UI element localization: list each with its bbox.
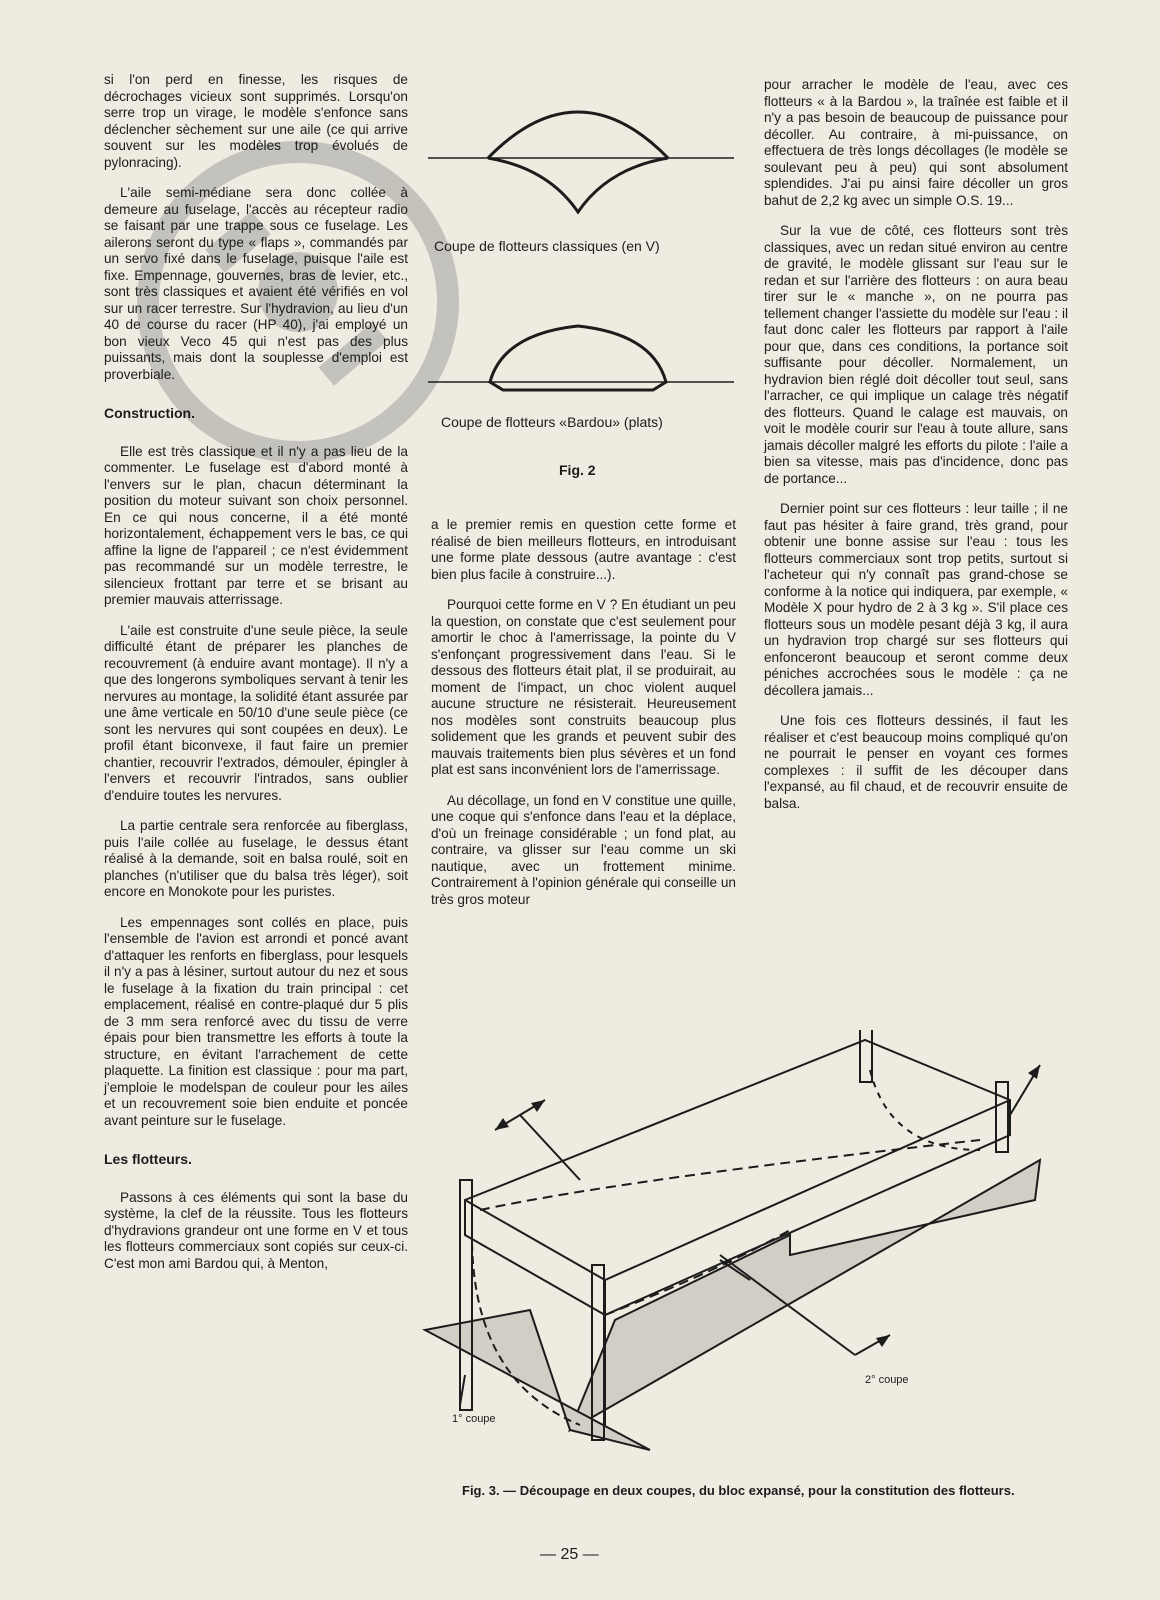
paragraph: Dernier point sur ces flotteurs : leur taille ; il ne faut pas hésiter à faire grand, très grand, pour obtenir une bonne assise sur l'eau : tous les flotteurs commerciaux sont trop petits, surtout si l'acheteur qui n'y connaît pas grand-chose se conforme à la notice qui indiquera, par exemple, « Modèle X pour hydro de 2 à 3 kg ». S'il place ces flotteurs sous un modèle pesant déjà 3 kg, il aura un hydravion trop chargé sur ses flotteurs qui enfonceront beaucoup et seront comme deux péniches accrochées sous le modèle : ça ne décollera jamais... <box>764 501 1068 698</box>
page-number: — 25 — <box>540 1546 599 1563</box>
fig2-caption-classic: Coupe de flotteurs classiques (en V) <box>434 238 660 254</box>
paragraph: Les empennages sont collés en place, puis l'ensemble de l'avion est arrondi et poncé avant d'attaquer les renforts en fiberglass, pour lesquels il n'y a pas à lésiner, surtout autour du nez et sous le fuselage à la fixation du train principal : cet emplacement, réalisé en contre-plaqué dur 5 plis de 3 mm sera renforcé avec du tissu de verre épais pour bien transmettre les efforts à toute la structure, en évitant l'arrachement de cette plaquette. La finition est classique : pour ma part, j'emploie le modelspan de couleur pour les ailes et un recouvrement soie bien enduite et poncée avant peinture sur le fuselage. <box>104 914 408 1128</box>
paragraph: L'aile est construite d'une seule pièce, la seule difficulté étant de préparer les planches de recouvrement (à enduire avant montage). Il n'y a que des longerons symboliques servant à tenir les nervures au montage, la solidité étant assurée par une âme verticale en 50/10 d'une seule pièce (ce sont les nervures qui sont coupées en deux). Le profil étant biconvexe, il faut faire un premier chantier, recouvrir l'extrados, démouler, épingler à l'envers et recouvrir l'intrados, sans oublier d'enduire toutes les nervures. <box>104 622 408 803</box>
paragraph: La partie centrale sera renforcée au fiberglass, puis l'aile collée au fuselage, le dessus étant réalisé à la demande, soit en balsa roulé, soit en planches (n'utiliser que du balsa très léger), soit encore en Monokote pour les puristes. <box>104 818 408 899</box>
paragraph: a le premier remis en question cette forme et réalisé de bien meilleurs flotteurs, en introduisant une forme plate dessous (autre avantage : c'est bien plus facile à construire...). <box>431 517 736 582</box>
fig3-caption: Fig. 3. — Découpage en deux coupes, du bloc expansé, pour la constitution des flotteurs. <box>462 1483 1015 1498</box>
paragraph: Une fois ces flotteurs dessinés, il faut les réaliser et c'est beaucoup moins compliqué qu'on ne pourrait le penser en voyant ces formes complexes : il suffit de les découper dans l'expansé, au fil chaud, et de recouvrir ensuite de balsa. <box>764 713 1068 811</box>
section-heading-flotteurs: Les flotteurs. <box>104 1151 192 1167</box>
text-column-3 <box>764 77 1068 826</box>
paragraph: Elle est très classique et il n'y a pas lieu de la commenter. Le fuselage est d'abord monté à l'envers sur le plan, chacun déterminant la position du moteur suivant son choix personnel. En ce qui nous concerne, il a été monté horizontalement, échappement vers le bas, ce qui affine la ligne de l'appareil ; ce n'est évidemment pas recommandé sur un modèle terrestre, le silencieux frottant par terre et se brisant au premier mauvais atterrissage. <box>104 443 408 607</box>
text-column-2 <box>431 517 736 922</box>
fig3-label-cut2: 2° coupe <box>865 1374 909 1386</box>
fig2-classic-float-section <box>428 96 738 221</box>
paragraph: L'aile semi-médiane sera donc collée à demeure au fuselage, l'accès au récepteur radio se faisant par une trappe sous ce fuselage. Les ailerons seront du type « flaps », commandés par un servo fixé dans le fuselage, puisque l'aile est fixe. Empennage, gouvernes, bras de levier, etc., sont très classiques et avaient été vérifiés en vol sur un racer terrestre. Sur l'hydravion, au lieu d'un 40 de course du racer (HP 40), j'ai employé un bon vieux Veco 45 qui n'est pas des plus puissants, mais dont la souplesse d'emploi est proverbiale. <box>104 185 408 382</box>
section-heading-construction: Construction. <box>104 405 195 421</box>
paragraph: pour arracher le modèle de l'eau, avec ces flotteurs « à la Bardou », la traînée est faible et il n'y a pas besoin de beaucoup de puissance pour décoller. Au contraire, à mi-puissance, on effectuera de très longs décollages (le modèle se soulevant peu à peu) qui sont absolument splendides. J'ai pu ainsi faire décoller un gros bahut de 2,2 kg avec un simple O.S. 19... <box>764 77 1068 208</box>
fig3-foam-block-drawing <box>420 1030 1070 1470</box>
fig3-label-cut1: 1° coupe <box>452 1413 496 1425</box>
fig2-bardou-float-section <box>428 316 738 396</box>
paragraph: Passons à ces éléments qui sont la base du système, la clef de la réussite. Tous les flotteurs d'hydravions grandeur ont une forme en V et tous les flotteurs commerciaux sont copiés sur ceux-ci. C'est mon ami Bardou qui, à Menton, <box>104 1189 408 1271</box>
paragraph: Sur la vue de côté, ces flotteurs sont très classiques, avec un redan situé environ au centre de gravité, le modèle glissant sur l'eau sur le redan et sur l'arrière des flotteurs : on aura beau tirer sur le « manche », on ne pourra pas tellement changer l'assiette du modèle sur l'eau : il faut donc caler les flotteurs par rapport à l'aile pour que, dans ces conditions, la portance soit suffisante pour décoller. Normalement, un hydravion bien réglé doit décoller tout seul, sans l'arracher, ce qui implique un calage très négatif des flotteurs. Quand le calage est mauvais, on voit le modèle courir sur l'eau à toute allure, sans jamais décoller malgré les efforts du pilote : l'aile a bien sa vitesse, mais pas d'incidence, donc pas de portance... <box>764 223 1068 486</box>
fig2-label: Fig. 2 <box>559 462 596 478</box>
fig2-caption-bardou: Coupe de flotteurs «Bardou» (plats) <box>441 414 663 430</box>
paragraph: si l'on perd en finesse, les risques de décrochages vicieux sont supprimés. Lorsqu'on serre trop un virage, le modèle s'enfonce sans déclencher sèchement sur une aile (ce qui arrive souvent sur les modèles trop évolués de pylonracing). <box>104 72 408 170</box>
text-column-1 <box>104 72 408 1286</box>
paragraph: Pourquoi cette forme en V ? En étudiant un peu la question, on constate que c'est seulement pour amortir le choc à l'amerrissage, la pointe du V s'enfonçant progressivement dans l'eau. Si le dessous des flotteurs était plat, il se produirait, au moment de l'impact, un choc violent auquel aucune structure ne résisterait. Heureusement nos modèles sont construits beaucoup plus solidement que les grands et peuvent subir des mauvais traitements bien plus sévères et un fond plat est sans inconvénient lors de l'amerrissage. <box>431 597 736 777</box>
paragraph: Au décollage, un fond en V constitue une quille, une coque qui s'enfonce dans l'eau et la déplace, d'où un freinage considérable ; un fond plat, au contraire, va glisser sur l'eau comme un ski nautique, avec un frottement minime. Contrairement à l'opinion générale qui conseille un très gros moteur <box>431 792 736 907</box>
